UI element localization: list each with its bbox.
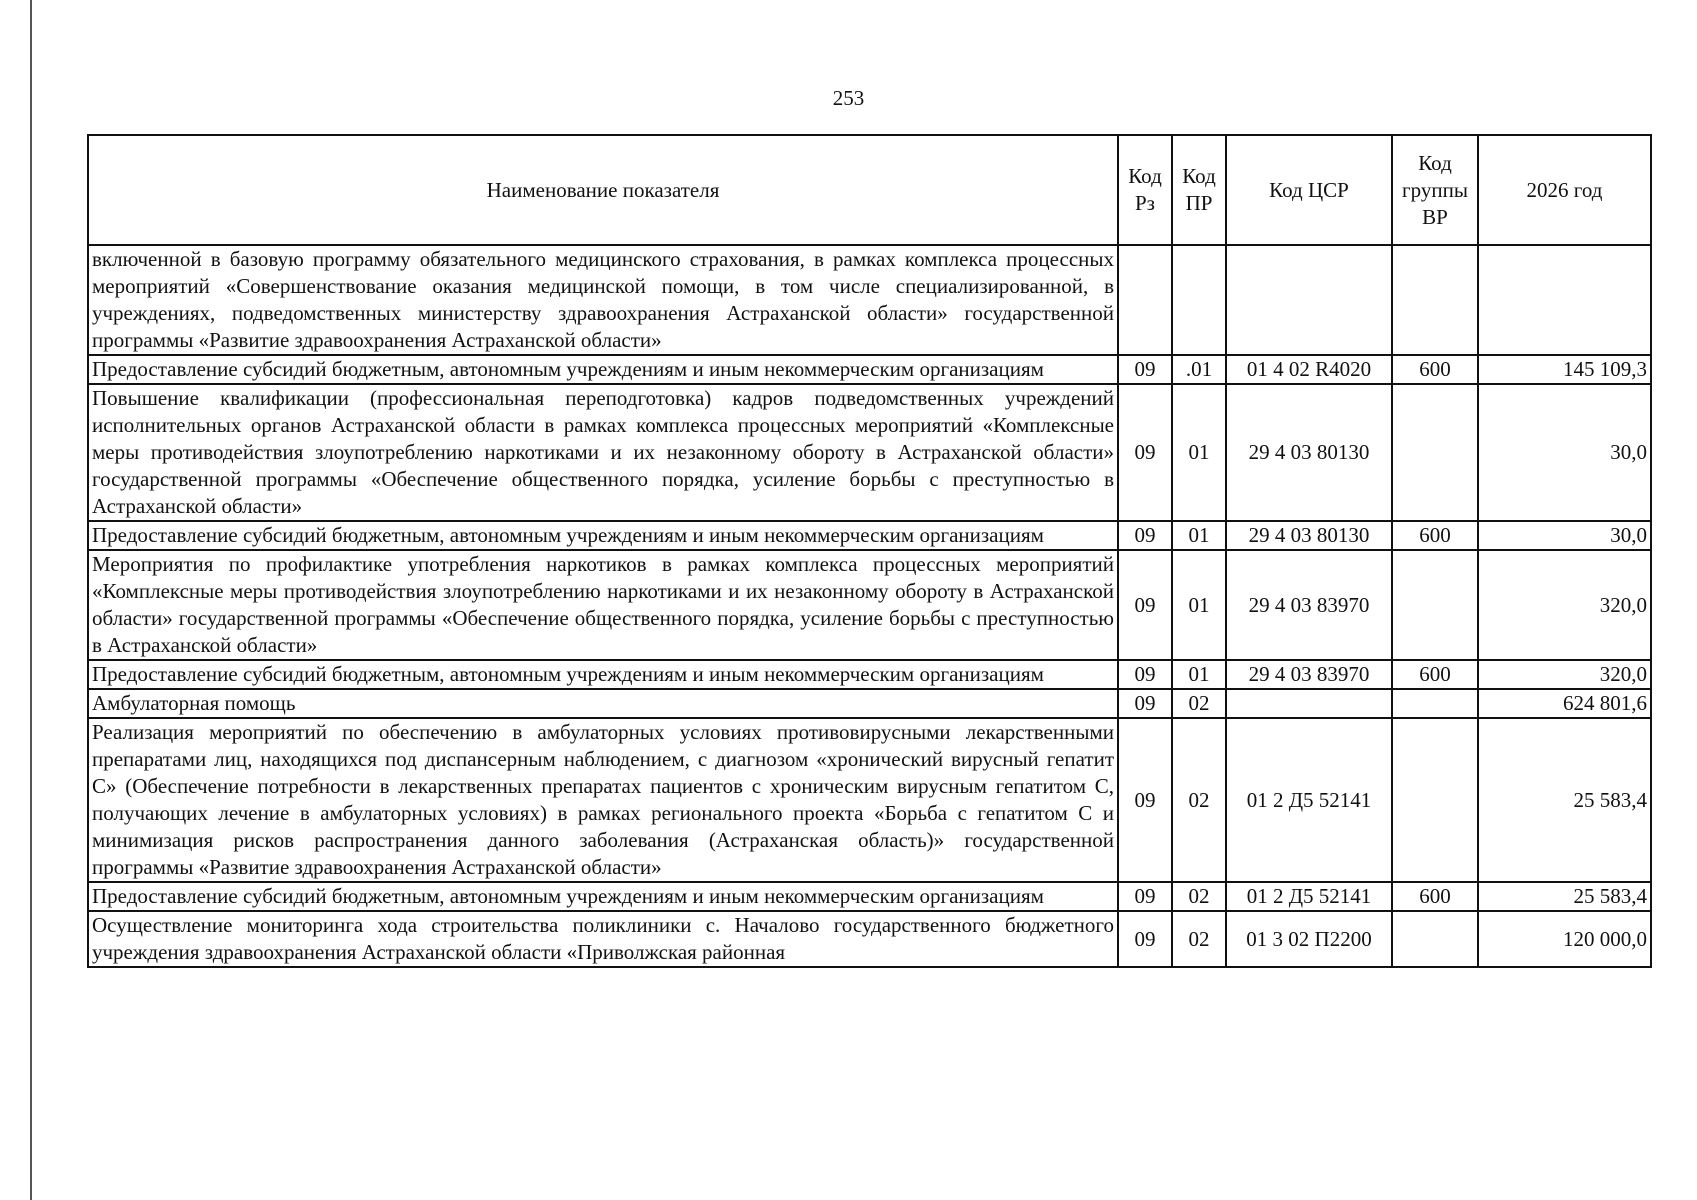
row-csr: 29 4 03 83970 <box>1226 550 1392 660</box>
row-csr: 29 4 03 83970 <box>1226 660 1392 689</box>
row-name: Амбулаторная помощь <box>88 689 1118 718</box>
row-name: Повышение квалификации (профессиональная переподготовка) кадров подведомственных учреждений исполнительных органов Астраханской области в рамках комплекса процессных мероприятий «Комплексные меры противодействия злоупотреблению наркотиками и их незаконному обороту в Астраханской области» государственной программы «Обеспечение общественного порядка, усиление борьбы с преступностью в Астраханской области» <box>88 384 1118 521</box>
header-pr: Код ПР <box>1172 135 1226 245</box>
header-name: Наименование показателя <box>88 135 1118 245</box>
row-pr: 02 <box>1172 689 1226 718</box>
row-rz: 09 <box>1118 689 1172 718</box>
row-vr <box>1392 718 1478 882</box>
row-vr: 600 <box>1392 882 1478 911</box>
row-name: Предоставление субсидий бюджетным, автономным учреждениям и иным некоммерческим организациям <box>88 882 1118 911</box>
header-rz: Код Рз <box>1118 135 1172 245</box>
row-csr: 01 3 02 П2200 <box>1226 911 1392 967</box>
row-name: Предоставление субсидий бюджетным, автономным учреждениям и иным некоммерческим организациям <box>88 660 1118 689</box>
row-amount: 320,0 <box>1478 550 1651 660</box>
row-vr <box>1392 384 1478 521</box>
row-rz: 09 <box>1118 882 1172 911</box>
table-row <box>88 660 1651 689</box>
row-vr: 600 <box>1392 660 1478 689</box>
row-pr <box>1172 245 1226 355</box>
row-csr <box>1226 689 1392 718</box>
row-pr: 01 <box>1172 550 1226 660</box>
page-number: 253 <box>832 86 865 110</box>
row-csr: 01 2 Д5 52141 <box>1226 718 1392 882</box>
row-rz: 09 <box>1118 660 1172 689</box>
row-vr: 600 <box>1392 521 1478 550</box>
row-vr <box>1392 245 1478 355</box>
budget-table <box>87 134 1652 968</box>
table-row <box>88 689 1651 718</box>
row-amount: 624 801,6 <box>1478 689 1651 718</box>
table-row <box>88 521 1651 550</box>
row-amount: 320,0 <box>1478 660 1651 689</box>
row-rz <box>1118 245 1172 355</box>
row-csr: 01 2 Д5 52141 <box>1226 882 1392 911</box>
table-row <box>88 882 1651 911</box>
row-csr: 01 4 02 R4020 <box>1226 355 1392 384</box>
binding-margin-line <box>30 0 32 1200</box>
row-pr: 01 <box>1172 384 1226 521</box>
row-pr: 01 <box>1172 521 1226 550</box>
row-pr: 02 <box>1172 911 1226 967</box>
row-amount: 145 109,3 <box>1478 355 1651 384</box>
row-vr <box>1392 550 1478 660</box>
row-amount: 25 583,4 <box>1478 718 1651 882</box>
row-csr <box>1226 245 1392 355</box>
row-vr <box>1392 911 1478 967</box>
row-vr: 600 <box>1392 355 1478 384</box>
row-pr: 02 <box>1172 882 1226 911</box>
row-name: Осуществление мониторинга хода строительства поликлиники с. Началово государственного бюджетного учреждения здравоохранения Астраханской области «Приволжская районная <box>88 911 1118 967</box>
row-amount: 25 583,4 <box>1478 882 1651 911</box>
row-rz: 09 <box>1118 384 1172 521</box>
header-year: 2026 год <box>1478 135 1651 245</box>
row-name: Мероприятия по профилактике употребления наркотиков в рамках комплекса процессных мероприятий «Комплексные меры противодействия злоупотреблению наркотиками и их незаконному обороту в Астраханской области» государственной программы «Обеспечение общественного порядка, усиление борьбы с преступностью в Астраханской области» <box>88 550 1118 660</box>
header-vr: Код группы ВР <box>1392 135 1478 245</box>
header-csr: Код ЦСР <box>1226 135 1392 245</box>
row-rz: 09 <box>1118 521 1172 550</box>
row-amount <box>1478 245 1651 355</box>
table-header-row <box>88 135 1651 245</box>
row-rz: 09 <box>1118 550 1172 660</box>
table-row <box>88 550 1651 660</box>
table-row <box>88 384 1651 521</box>
row-pr: 01 <box>1172 660 1226 689</box>
table-row <box>88 718 1651 882</box>
row-amount: 120 000,0 <box>1478 911 1651 967</box>
row-name: включенной в базовую программу обязательного медицинского страхования, в рамках комплекса процессных мероприятий «Совершенствование оказания медицинской помощи, в том числе специализированной, в учреждениях, подведомственных министерству здравоохранения Астраханской области» государственной программы «Развитие здравоохранения Астраханской области» <box>88 245 1118 355</box>
table-row <box>88 911 1651 967</box>
row-pr: 02 <box>1172 718 1226 882</box>
table-row <box>88 355 1651 384</box>
row-amount: 30,0 <box>1478 521 1651 550</box>
row-pr: .01 <box>1172 355 1226 384</box>
row-name: Предоставление субсидий бюджетным, автономным учреждениям и иным некоммерческим организациям <box>88 521 1118 550</box>
row-rz: 09 <box>1118 911 1172 967</box>
row-name: Реализация мероприятий по обеспечению в амбулаторных условиях противовирусными лекарственными препаратами лиц, находящихся под диспансерным наблюдением, с диагнозом «хронический вирусный гепатит С» (Обеспечение потребности в лекарственных препаратах пациентов с хроническим вирусным гепатитом С, получающих лечение в амбулаторных условиях) в рамках регионального проекта «Борьба с гепатитом С и минимизация рисков распространения данного заболевания (Астраханская область)» государственной программы «Развитие здравоохранения Астраханской области» <box>88 718 1118 882</box>
row-amount: 30,0 <box>1478 384 1651 521</box>
row-name: Предоставление субсидий бюджетным, автономным учреждениям и иным некоммерческим организациям <box>88 355 1118 384</box>
table-row <box>88 245 1651 355</box>
row-vr <box>1392 689 1478 718</box>
row-csr: 29 4 03 80130 <box>1226 384 1392 521</box>
row-csr: 29 4 03 80130 <box>1226 521 1392 550</box>
row-rz: 09 <box>1118 355 1172 384</box>
row-rz: 09 <box>1118 718 1172 882</box>
